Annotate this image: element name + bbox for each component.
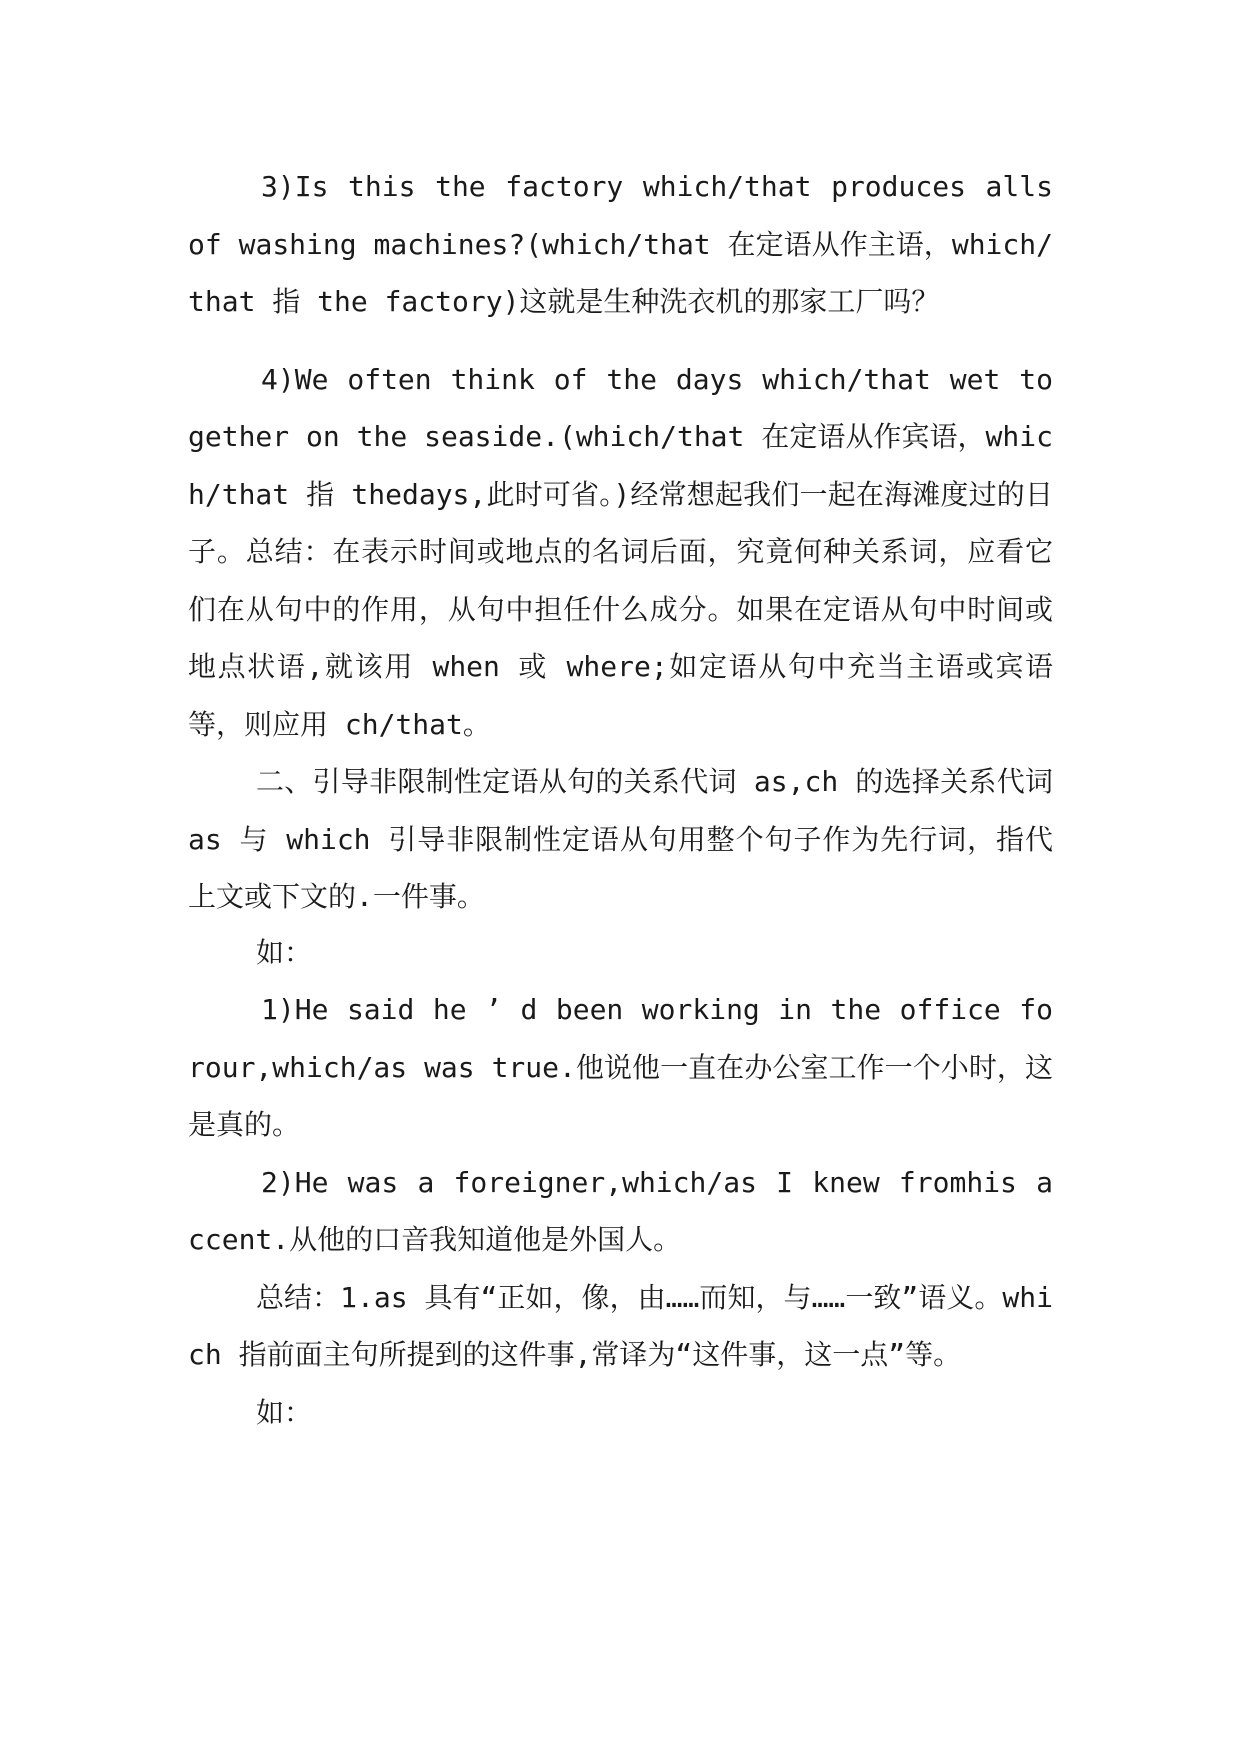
document-page (188, 158, 1053, 1441)
paragraph-ru-1: 如： (256, 935, 313, 969)
paragraph-example-3: 3)Is this the factory which/that produces alls of washing machines?(which/that 在定语从作主语，which/that 指 the factory)这就是生种洗衣机的那家工厂吗？ (188, 170, 1053, 318)
paragraph-example-1: 1)He said he ’ d been working in the office forour,which/as was true.他说他一直在办公室工作一个小时，这是真的。 (188, 993, 1053, 1141)
paragraph-example-4: 4)We often think of the days which/that wet together on the seaside.(which/that 在定语从作宾语，which/that 指 thedays,此时可省。)经常想起我们一起在海滩度过的日子。总结：在表示时间或地点的名词后面，究竟何种关系词，应看它们在从句中的作用，从句中担任什么成分。如果在定语从句中时间或地点状语,就该用 when 或 where;如定语从句中充当主语或宾语等，则应用 ch/that。 (188, 362, 1053, 741)
paragraph-section-two: 二、引导非限制性定语从句的关系代词 as,ch 的选择关系代词 as 与 which 引导非限制性定语从句用整个句子作为先行词，指代上文或下文的.一件事。 (188, 765, 1053, 913)
paragraph-summary: 总结：1.as 具有“正如，像，由……而知，与……一致”语义。which 指前面主句所提到的这件事,常译为“这件事，这一点”等。 (188, 1280, 1053, 1371)
paragraph-example-2: 2)He was a foreigner,which/as I knew fromhis accent.从他的口音我知道他是外国人。 (188, 1165, 1053, 1256)
paragraph-ru-2: 如： (256, 1395, 313, 1429)
